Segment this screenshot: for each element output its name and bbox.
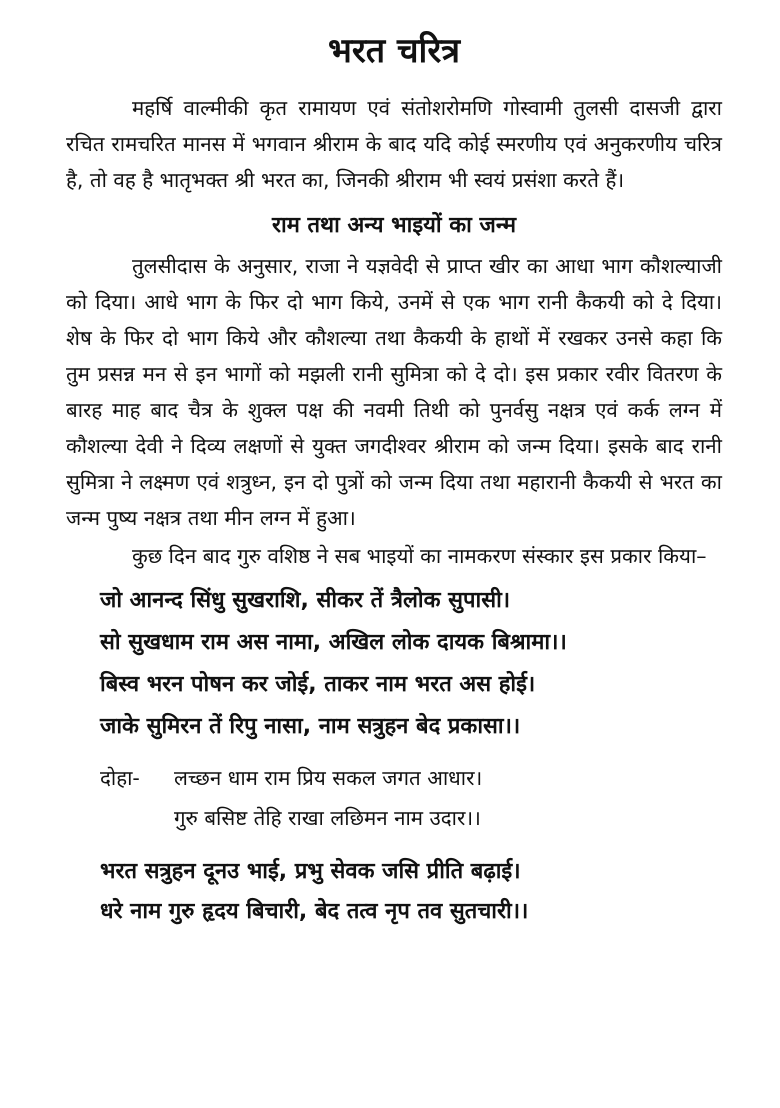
doha-block	[100, 758, 722, 838]
intro-paragraph: महर्षि वाल्मीकी कृत रामायण एवं संतोशरोमणि गोस्वामी तुलसी दासजी द्वारा रचित रामचरित मानस में भगवान श्रीराम के बाद यदि कोई स्मरणीय एवं अनुकरणीय चरित्र है, तो वह है भातृभक्त श्री भरत का, जिनकी श्रीराम भी स्वयं प्रसंशा करते हैं।	[66, 96, 722, 192]
section-heading: राम तथा अन्य भाइयों का जन्म	[272, 213, 516, 238]
naming-paragraph: कुछ दिन बाद गुरु वशिष्ठ ने सब भाइयों का नामकरण संस्कार इस प्रकार किया–	[132, 544, 707, 568]
doha-line: लच्छन धाम राम प्रिय सकल जगत आधार।	[174, 766, 483, 790]
doha-line: गुरु बसिष्ट तेहि राखा लछिमन नाम उदार।।	[174, 806, 481, 830]
verse-line: जाके सुमिरन तें रिपु नासा, नाम सत्रुहन बेद प्रकासा।।	[100, 714, 521, 739]
verse-line: जो आनन्द सिंधु सुखराशि, सीकर तें त्रैलोक सुपासी।	[100, 588, 511, 613]
doha-row-2	[100, 798, 722, 838]
verse-block-2	[100, 852, 722, 932]
verse-line: बिस्व भरन पोषन कर जोई, ताकर नाम भरत अस होई।	[100, 672, 536, 697]
verse-line: सो सुखधाम राम अस नामा, अखिल लोक दायक बिश्रामा।।	[100, 630, 567, 655]
doha-label: दोहा-	[100, 766, 140, 790]
page-title: भरत चरित्र	[327, 31, 461, 71]
birth-paragraph: तुलसीदास के अनुसार, राजा ने यज्ञवेदी से प्राप्त खीर का आधा भाग कौशल्याजी को दिया। आधे भाग के फिर दो भाग किये, उनमें से एक भाग रानी कैकयी को दे दिया। शेष के फिर दो भाग किये और कौशल्या तथा कैकयी के हाथों में रखकर उनसे कहा कि तुम प्रसन्न मन से इन भागों को मझली रानी सुमित्रा को दे दो। इस प्रकार रवीर वितरण के बारह माह बाद चैत्र के शुक्ल पक्ष की नवमी तिथी को पुनर्वसु नक्षत्र एवं कर्क लग्न में कौशल्या देवी ने दिव्य लक्षणों से युक्त जगदीश्वर श्रीराम को जन्म दिया। इसके बाद रानी सुमित्रा ने लक्ष्मण एवं शत्रुध्न, इन दो पुत्रों को जन्म दिया तथा महारानी कैकयी से भरत का जन्म पुष्य नक्षत्र तथा मीन लग्न में हुआ।	[66, 254, 722, 530]
verse-block-1	[100, 580, 722, 748]
verse-line: धरे नाम गुरु हृदय बिचारी, बेद तत्व नृप तव सुतचारी।।	[100, 899, 529, 924]
doha-row-1	[100, 758, 722, 798]
verse-line: भरत सत्रुहन दूनउ भाई, प्रभु सेवक जसि प्रीति बढ़ाई।	[100, 859, 521, 884]
